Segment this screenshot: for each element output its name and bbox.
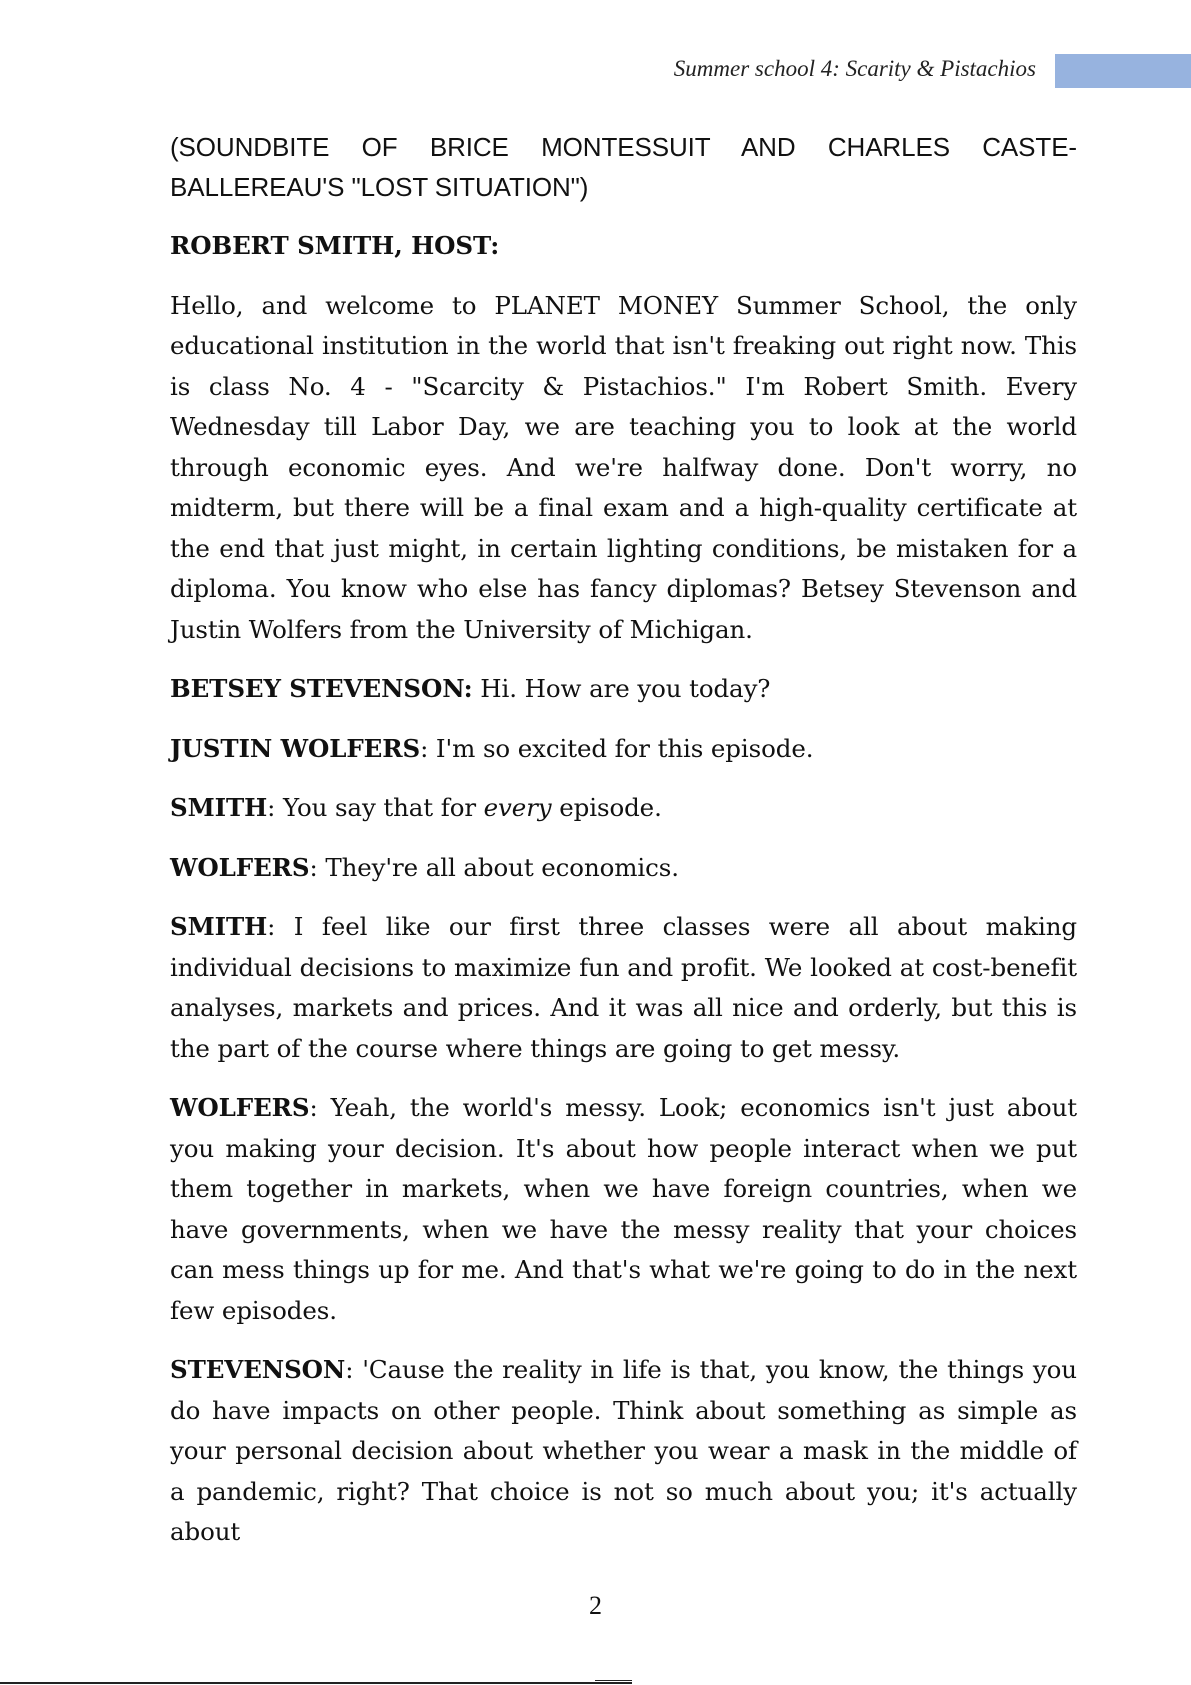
host-heading: ROBERT SMITH, HOST: (170, 231, 500, 260)
speaker-name: SMITH (170, 793, 268, 822)
dialogue-line-wolfers-2 (170, 848, 1077, 889)
soundbite-line: (SOUNDBITE OF BRICE MONTESSUIT AND CHARLES CASTE-BALLEREAU'S "LOST SITUATION") (170, 132, 1077, 202)
footer-rule (0, 1682, 632, 1684)
dialogue-text: : I'm so excited for this episode. (420, 733, 814, 763)
dialogue-text: : Yeah, the world's messy. Look; economics isn't just about you making your decision. It's about how people interact when we put them together in markets, when we have foreign countries, when we have governments, when we have the messy reality that your choices can mess things up for me. And that's what we're going to do in the next few episodes. (170, 1093, 1077, 1325)
speaker-name: WOLFERS (170, 852, 310, 882)
speaker-name: JUSTIN WOLFERS (170, 733, 421, 763)
dialogue-text: episode. (551, 793, 662, 822)
speaker-name: STEVENSON (170, 1355, 346, 1384)
dialogue-line-smith-2 (170, 907, 1077, 1069)
dialogue-emphasis: every (483, 793, 552, 822)
speaker-name: WOLFERS (170, 1093, 310, 1122)
dialogue-text: : You say that for (267, 793, 484, 822)
dialogue-text: : 'Cause the reality in life is that, you know, the things you do have impacts on other people. Think about something as simple as your personal decision about whether you wear a mask in the middle of a pandemic, right? That choice is not so much about you; it's actually about (170, 1355, 1077, 1546)
dialogue-line-smith-1 (170, 788, 1077, 829)
footer-rule-tick (595, 1680, 632, 1681)
speaker-name: BETSEY STEVENSON: (170, 674, 473, 703)
dialogue-line-wolfers-3 (170, 1088, 1077, 1331)
dialogue-text: : I feel like our first three classes were all about making individual decisions to maximize fun and profit. We looked at cost-benefit analyses, markets and prices. And it was all nice and orderly, but this is the part of the course where things are going to get messy. (170, 912, 1077, 1063)
dialogue-line-stevenson-1 (170, 669, 1077, 710)
page-number: 2 (589, 1591, 602, 1620)
header-accent-bar (1055, 54, 1191, 88)
host-intro-paragraph: Hello, and welcome to PLANET MONEY Summer School, the only educational institution in the world that isn't freaking out right now. This is class No. 4 - "Scarcity & Pistachios." I'm Robert Smith. Every Wednesday till Labor Day, we are teaching you to look at the world through economic eyes. And we're halfway done. Don't worry, no midterm, but there will be a final exam and a high-quality certificate at the end that just might, in certain lighting conditions, be mistaken for a diploma. You know who else has fancy diplomas? Betsey Stevenson and Justin Wolfers from the University of Michigan. (170, 290, 1077, 644)
transcript-body (170, 127, 1077, 1572)
speaker-name: SMITH (170, 912, 268, 941)
dialogue-line-wolfers-1 (170, 729, 1077, 770)
dialogue-line-stevenson-2 (170, 1350, 1077, 1553)
running-header-title: Summer school 4: Scarity & Pistachios (673, 56, 1036, 81)
dialogue-text: : They're all about economics. (309, 852, 679, 882)
dialogue-text: Hi. How are you today? (472, 674, 771, 703)
